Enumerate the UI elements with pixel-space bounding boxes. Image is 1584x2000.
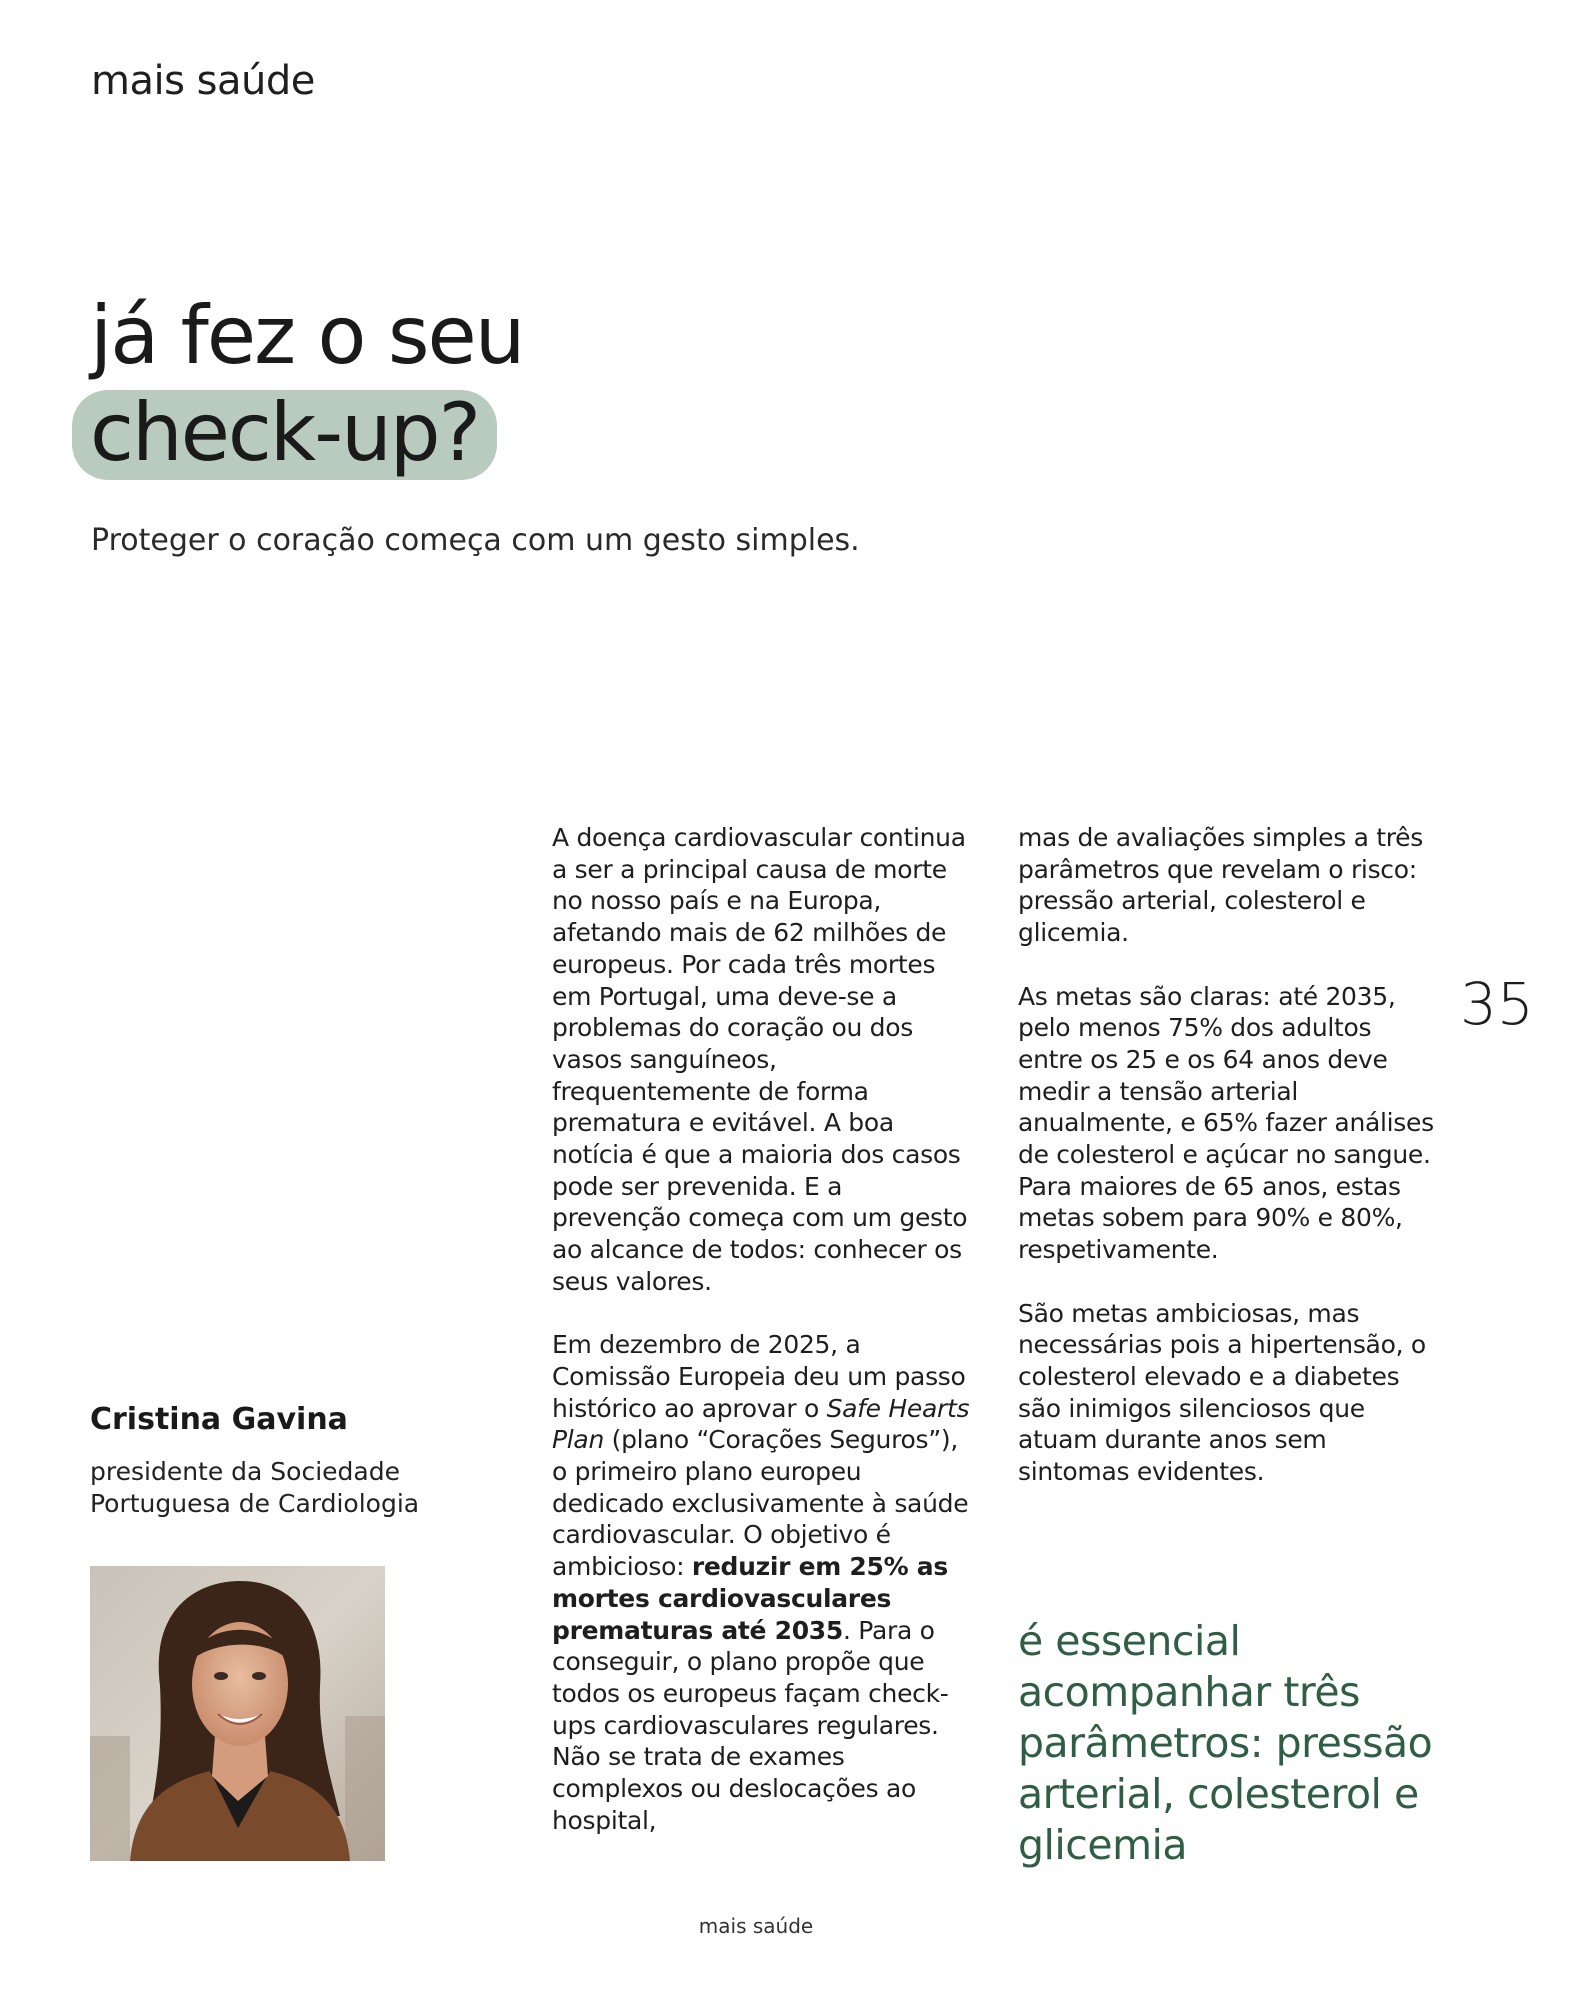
plan-name: Safe Hearts Plan — [552, 1393, 970, 1455]
body-paragraph-4: As metas são claras: até 2035, pelo menos 75% dos adultos entre os 25 e os 64 anos deve medir a tensão arterial anualmente, e 65% fazer análises de colesterol e açúcar no sangue. Para maiores de 65 anos, estas metas sobem para 90% e 80%, respetivamente. — [1018, 981, 1434, 1265]
body-paragraph-2 — [552, 1329, 972, 1836]
headline-line-1: já fez o seu — [90, 289, 524, 382]
body-column-1 — [552, 822, 972, 1868]
body-paragraph-2-text-c: . Para o conseguir, o plano propõe que todos os europeus façam check-ups cardiovasculares regulares. Não se trata de exames complexos ou deslocações ao hospital, — [552, 1615, 949, 1835]
body-paragraph-3: mas de avaliações simples a três parâmetros que revelam o risco: pressão arterial, colesterol e glicemia. — [1018, 823, 1423, 948]
body-paragraph-1: A doença cardiovascular continua a ser a principal causa de morte no nosso país e na Europa, afetando mais de 62 milhões de europeus. Por cada três mortes em Portugal, uma deve-se a problemas do coração ou dos vasos sanguíneos, frequentemente de forma prematura e evitável. A boa notícia é que a maioria dos casos pode ser prevenida. E a prevenção começa com um gesto ao alcance de todos: conhecer os seus valores. — [552, 823, 968, 1296]
body-column-2 — [1018, 822, 1438, 1519]
pull-quote: é essencial acompanhar três parâmetros: pressão arterial, colesterol e glicemia — [1018, 1617, 1433, 1869]
key-goal: reduzir em 25% as mortes cardiovasculares prematuras até 2035 — [552, 1552, 948, 1645]
subtitle: Proteger o coração começa com um gesto simples. — [91, 523, 860, 558]
author-name: Cristina Gavina — [90, 1402, 348, 1437]
body-paragraph-2-text-a: Em dezembro de 2025, a Comissão Europeia deu um passo histórico ao aprovar o — [552, 1330, 966, 1423]
body-paragraph-2-text-b: (plano “Corações Seguros”), o primeiro plano europeu dedicado exclusivamente à saúde cardiovascular. O objetivo é ambicioso: — [552, 1425, 969, 1582]
page-number: 35 — [1460, 970, 1534, 1038]
author-role-line-2: Portuguesa de Cardiologia — [90, 1489, 420, 1518]
body-paragraph-5: São metas ambiciosas, mas necessárias pois a hipertensão, o colesterol elevado e a diabetes são inimigos silenciosos que atuam durante anos sem sintomas evidentes. — [1018, 1298, 1426, 1487]
footer-label: mais saúde — [698, 1914, 814, 1938]
headline — [90, 288, 523, 481]
author-photo — [90, 1566, 385, 1861]
author-role — [90, 1456, 419, 1520]
section-label: mais saúde — [91, 58, 315, 104]
portrait-photo-icon — [90, 1566, 385, 1861]
author-role-line-1: presidente da Sociedade — [90, 1457, 400, 1486]
headline-line-2-highlight: check-up? — [72, 390, 497, 480]
